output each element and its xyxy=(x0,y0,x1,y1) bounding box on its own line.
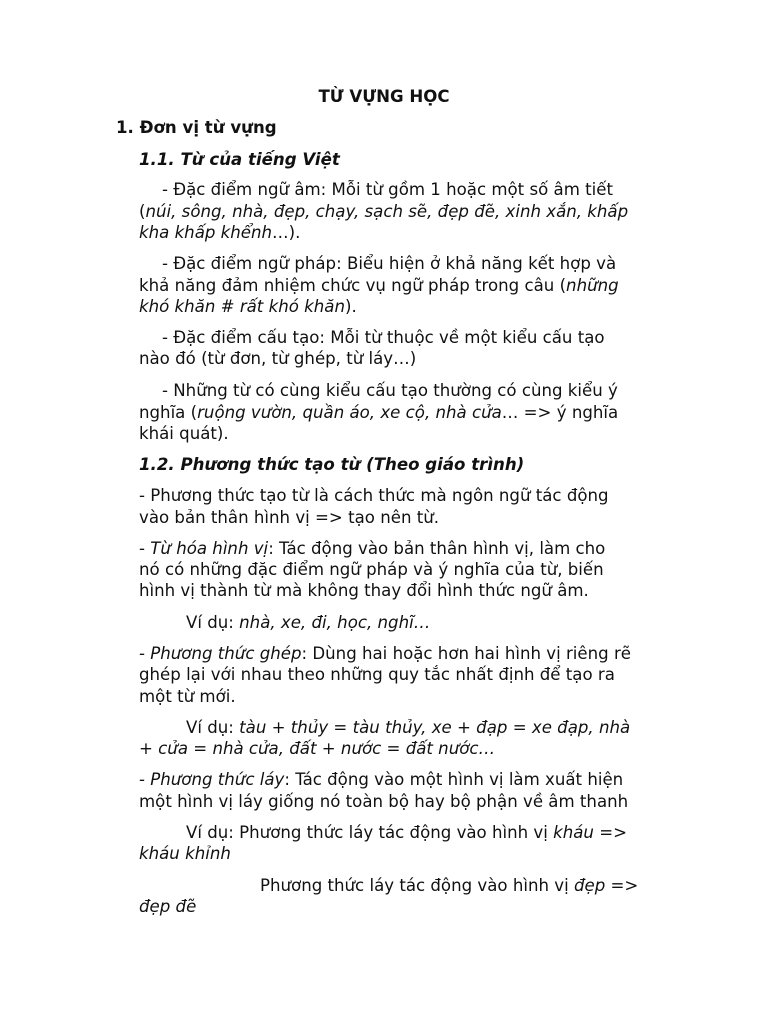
paragraph-line: hình vị thành từ mà không thay đổi hình thức ngữ âm. xyxy=(139,581,589,600)
example-word: kháu xyxy=(553,823,594,842)
text-span: => xyxy=(605,876,639,895)
term-text: Phương thức ghép xyxy=(150,644,302,663)
text-span: Ví dụ: Phương thức láy tác động vào hình vị xyxy=(186,823,554,842)
paragraph-line: vào bản thân hình vị => tạo nên từ. xyxy=(139,508,440,527)
text-span: ( xyxy=(139,202,146,221)
example-text: ruộng vườn, quần áo, xe cộ, nhà cửa xyxy=(197,403,502,422)
text-span: : Dùng hai hoặc hơn hai hình vị riêng rẽ xyxy=(301,644,631,663)
paragraph-line: khái quát). xyxy=(139,424,229,443)
example-line xyxy=(186,717,630,739)
paragraph-line: - Đặc điểm ngữ pháp: Biểu hiện ở khả năng kết hợp và xyxy=(162,254,617,273)
text-span: ). xyxy=(344,297,357,316)
example-line: đẹp đẽ xyxy=(139,897,197,916)
example-word: đẹp xyxy=(573,876,606,895)
example-text: khó khăn # rất khó khăn xyxy=(139,297,345,316)
section-heading: 1. Đơn vị từ vựng xyxy=(116,118,277,137)
paragraph-line: ghép lại với nhau theo những quy tắc nhất định để tạo ra xyxy=(139,665,615,684)
paragraph-line xyxy=(139,296,357,318)
paragraph-line: - Những từ có cùng kiểu cấu tạo thường có cùng kiểu ý xyxy=(162,381,618,400)
paragraph-line xyxy=(139,222,300,244)
text-span: - xyxy=(139,539,151,558)
subsection-heading: 1.2. Phương thức tạo từ (Theo giáo trình) xyxy=(139,455,525,474)
example-line: kháu khỉnh xyxy=(139,844,231,863)
example-line xyxy=(186,612,430,634)
text-span: nghĩa ( xyxy=(139,403,198,422)
example-text: kha khấp khểnh xyxy=(139,223,273,242)
paragraph-line xyxy=(139,402,618,424)
paragraph-line: một từ mới. xyxy=(139,687,236,706)
text-span: khả năng đảm nhiệm chức vụ ngữ pháp trong câu ( xyxy=(139,276,567,295)
paragraph-line xyxy=(139,275,619,297)
paragraph-line: một hình vị láy giống nó toàn bộ hay bộ phận về âm thanh xyxy=(139,792,629,811)
text-span: …). xyxy=(272,223,301,242)
subsection-heading: 1.1. Từ của tiếng Việt xyxy=(139,150,340,169)
paragraph-line xyxy=(139,769,623,791)
example-label: Ví dụ: xyxy=(186,613,240,632)
example-line xyxy=(186,822,627,844)
paragraph-line xyxy=(139,643,631,665)
example-line: + cửa = nhà cửa, đất + nước = đất nước… xyxy=(139,739,496,758)
paragraph-line: nào đó (từ đơn, từ ghép, từ láy…) xyxy=(139,349,417,368)
paragraph-line xyxy=(139,201,628,223)
paragraph-line: nó có những đặc điểm ngữ pháp và ý nghĩa của từ, biến xyxy=(139,560,604,579)
example-text: những xyxy=(566,276,619,295)
text-span: Phương thức láy tác động vào hình vị xyxy=(260,876,574,895)
page-title: TỪ VỰNG HỌC xyxy=(318,87,450,106)
text-span: : Tác động vào bản thân hình vị, làm cho xyxy=(268,539,606,558)
paragraph-line: - Phương thức tạo từ là cách thức mà ngôn ngữ tác động xyxy=(139,486,609,505)
term-text: Từ hóa hình vị xyxy=(150,539,269,558)
text-span: - xyxy=(139,770,151,789)
example-text: tàu + thủy = tàu thủy, xe + đạp = xe đạp, nhà xyxy=(239,718,631,737)
text-span: … => ý nghĩa xyxy=(501,403,619,422)
term-text: Phương thức láy xyxy=(150,770,285,789)
example-label: Ví dụ: xyxy=(186,718,240,737)
text-span: : Tác động vào một hình vị làm xuất hiện xyxy=(284,770,624,789)
example-line xyxy=(260,875,638,897)
example-text: núi, sông, nhà, đẹp, chạy, sạch sẽ, đẹp đẽ, xinh xắn, khấp xyxy=(145,202,629,221)
text-span: - xyxy=(139,644,151,663)
paragraph-line xyxy=(139,538,605,560)
paragraph-line: - Đặc điểm ngữ âm: Mỗi từ gồm 1 hoặc một số âm tiết xyxy=(162,180,613,199)
example-text: nhà, xe, đi, học, nghĩ… xyxy=(239,613,431,632)
paragraph-line: - Đặc điểm cấu tạo: Mỗi từ thuộc về một kiểu cấu tạo xyxy=(162,328,605,347)
text-span: => xyxy=(593,823,628,842)
